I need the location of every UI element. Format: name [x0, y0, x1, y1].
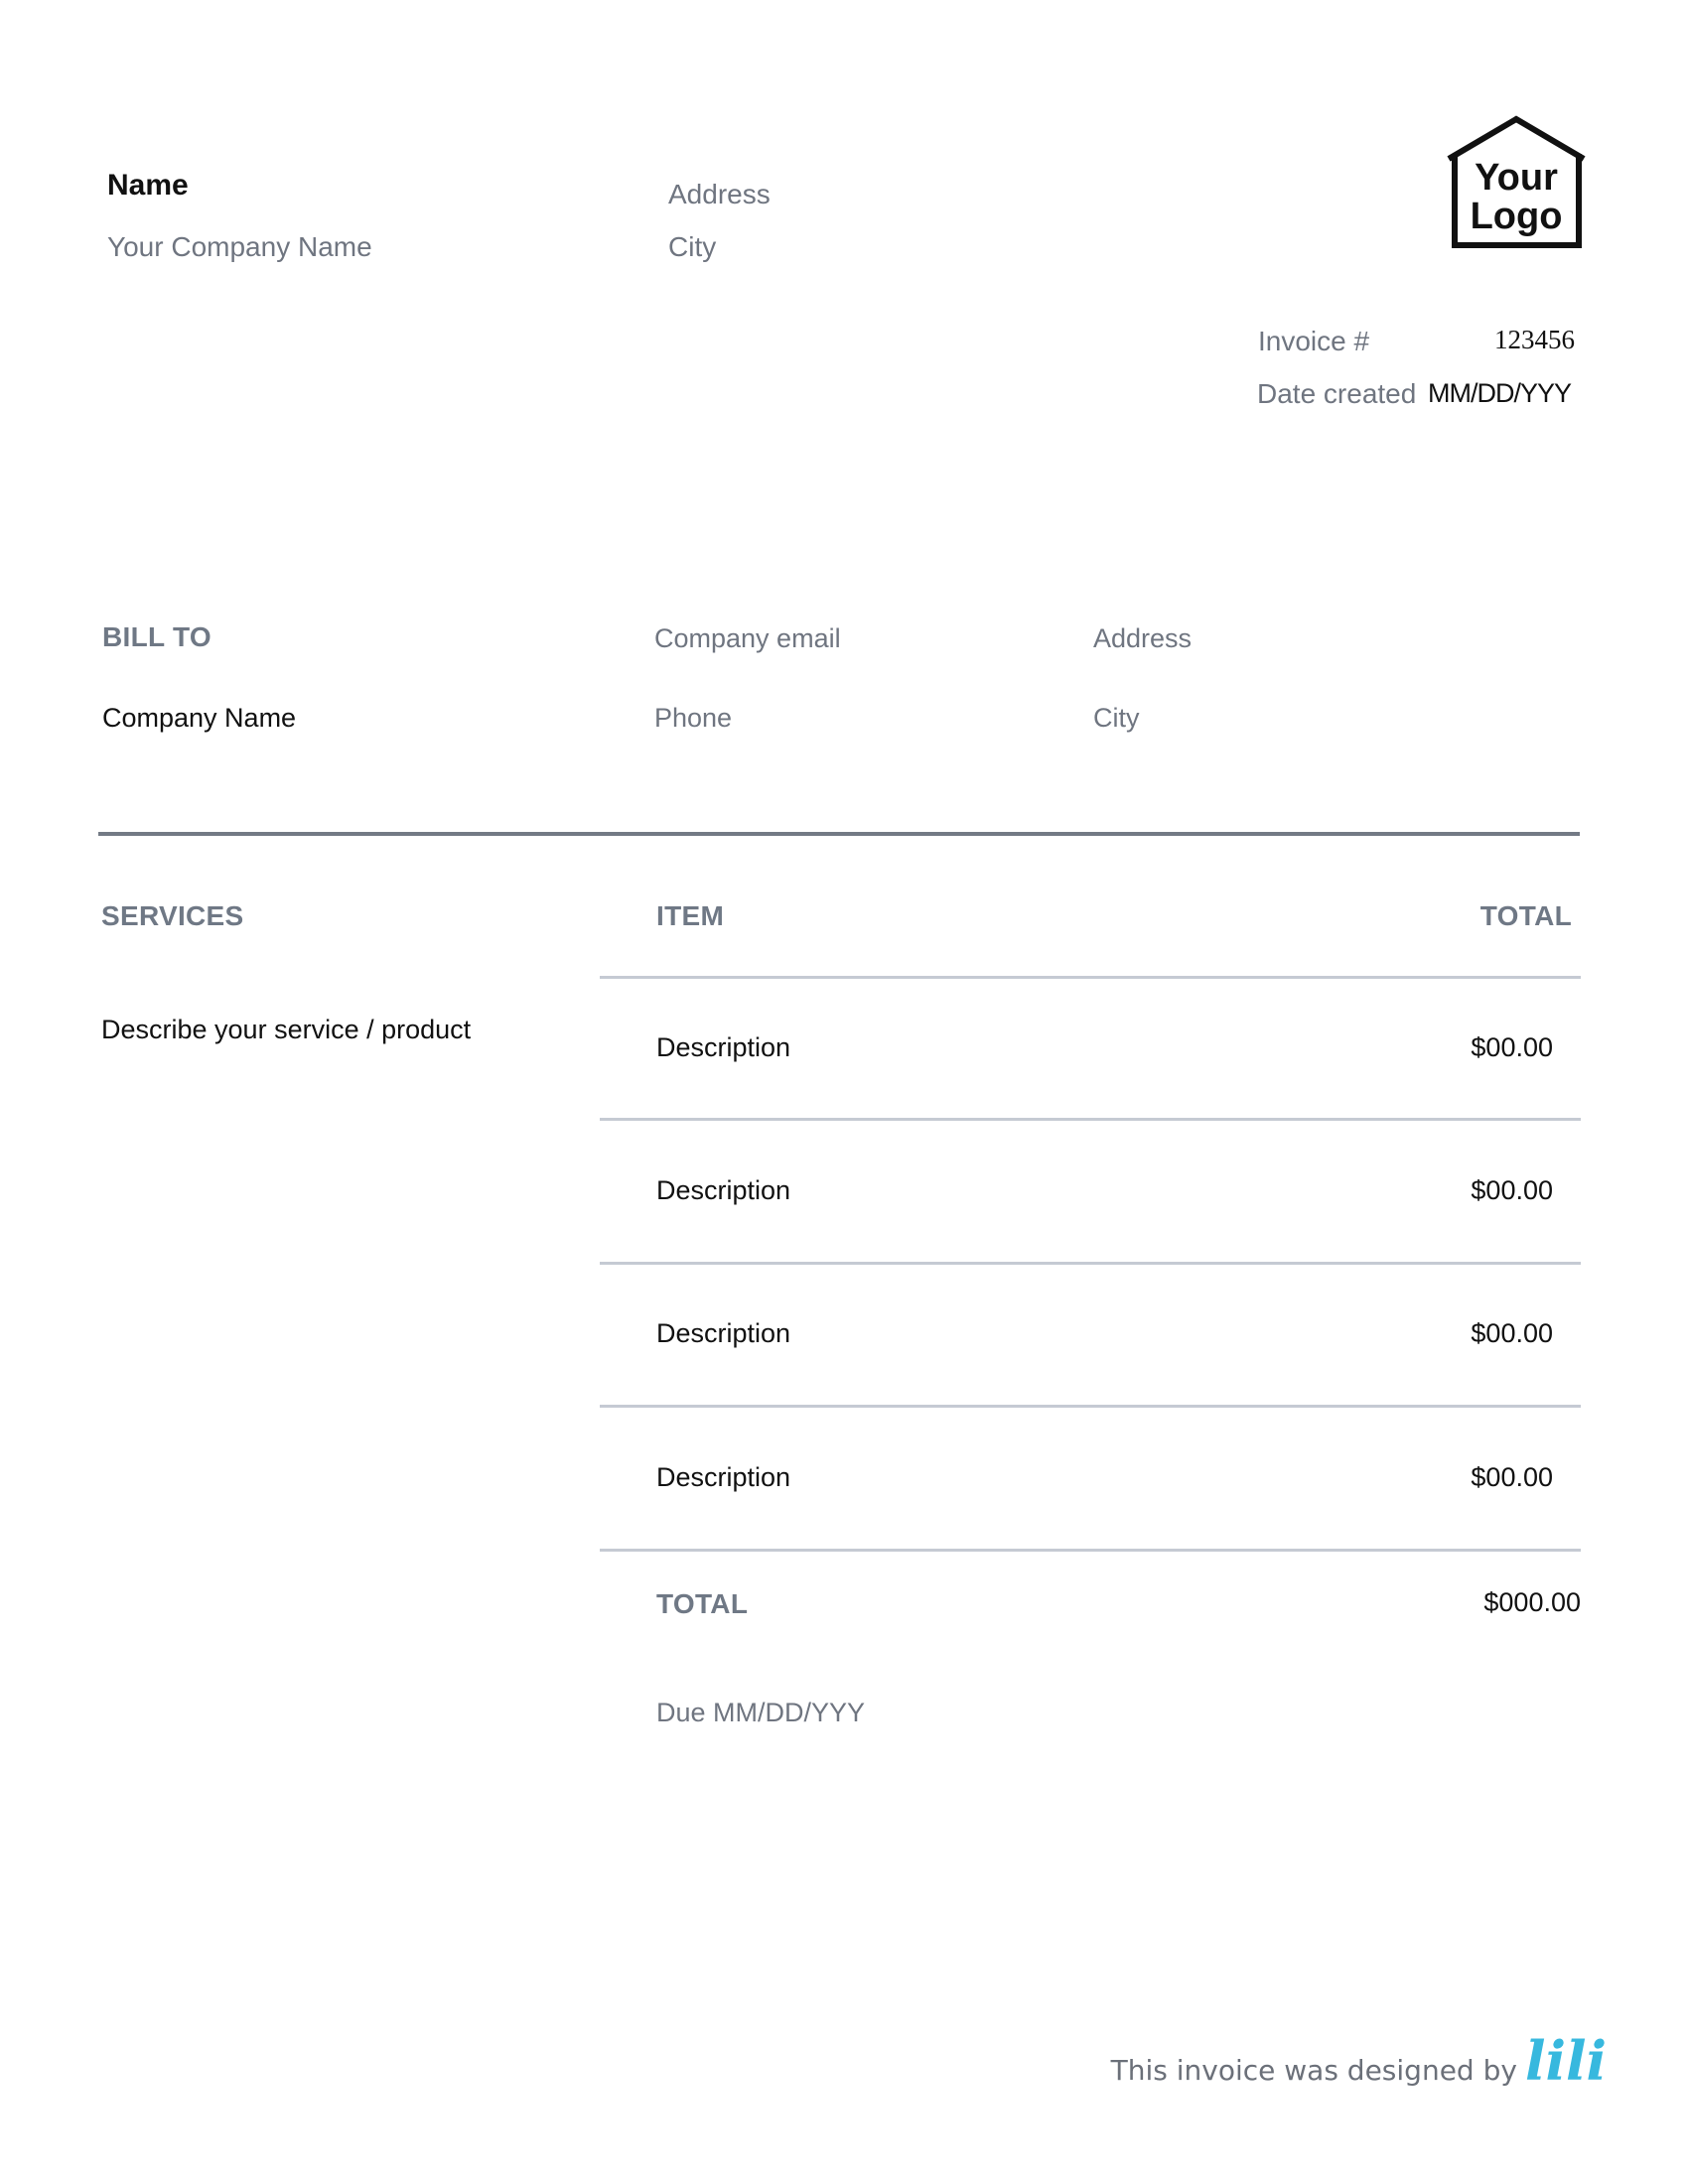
logo: [1445, 114, 1589, 249]
service-description: Describe your service / product: [101, 1015, 472, 1044]
lili-brand-logo: lili: [1524, 2029, 1607, 2093]
line-item-amount: $00.00: [1471, 1462, 1553, 1492]
bill-to-email: Company email: [654, 623, 841, 653]
section-divider: [98, 832, 1580, 836]
invoice-number-label: Invoice #: [1258, 326, 1370, 356]
bill-to-heading: BILL TO: [102, 621, 211, 652]
total-value: $000.00: [1483, 1587, 1581, 1617]
item-column-header: ITEM: [656, 900, 725, 931]
date-created-label: Date created: [1257, 378, 1417, 409]
bill-to-phone: Phone: [654, 703, 733, 733]
table-rule: [600, 1118, 1581, 1121]
due-date: Due MM/DD/YYY: [656, 1698, 866, 1727]
sender-company: Your Company Name: [107, 231, 372, 262]
services-heading: SERVICES: [101, 900, 244, 931]
line-item-description: Description: [656, 1462, 791, 1492]
table-rule: [600, 976, 1581, 979]
total-column-header: TOTAL: [1479, 900, 1572, 931]
sender-name: Name: [107, 169, 189, 202]
invoice-number-value: 123456: [1494, 325, 1575, 354]
line-item-amount: $00.00: [1471, 1318, 1553, 1348]
date-created-value: MM/DD/YYY: [1428, 378, 1572, 408]
bill-to-address: Address: [1093, 623, 1193, 653]
line-item-amount: $00.00: [1471, 1032, 1553, 1062]
bill-to-company-name: Company Name: [102, 703, 297, 733]
line-item-description: Description: [656, 1318, 791, 1348]
total-label: TOTAL: [656, 1588, 749, 1619]
footer-credit: [1111, 2029, 1607, 2093]
house-logo-icon: [1445, 114, 1589, 249]
footer-text: This invoice was designed by: [1110, 2054, 1517, 2087]
bill-to-city: City: [1093, 703, 1140, 733]
sender-city: City: [668, 231, 717, 262]
table-rule: [600, 1405, 1581, 1408]
logo-text-line2: Logo: [1470, 196, 1563, 237]
logo-text-line1: Your: [1475, 157, 1558, 199]
line-item-amount: $00.00: [1471, 1175, 1553, 1205]
line-item-description: Description: [656, 1175, 791, 1205]
table-rule: [600, 1262, 1581, 1265]
line-item-description: Description: [656, 1032, 791, 1062]
table-rule: [600, 1549, 1581, 1552]
sender-address: Address: [668, 179, 771, 209]
